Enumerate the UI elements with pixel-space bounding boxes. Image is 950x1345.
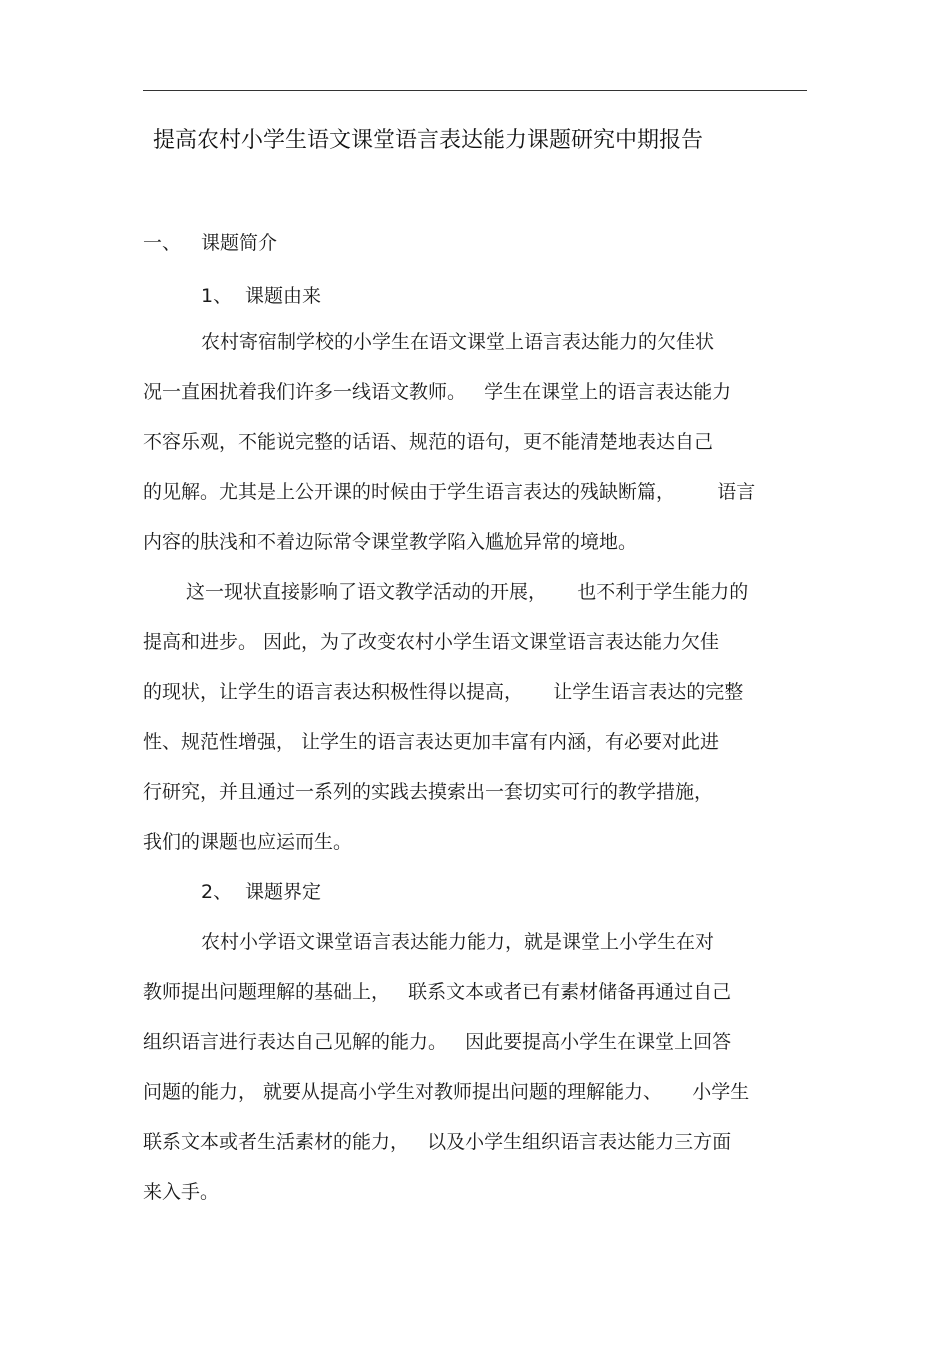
paragraph-line: 来入手。 [143, 1181, 220, 1203]
paragraph-line: 教师提出问题理解的基础上， 联系文本或者已有素材储备再通过自己 [143, 981, 732, 1003]
section-heading: 课题简介 [201, 232, 278, 254]
paragraph-line: 内容的肤浅和不着边际常令课堂教学陷入尴尬异常的境地。 [143, 531, 638, 553]
section-number: 一、 [143, 232, 182, 254]
paragraph-line: 性、规范性增强， 让学生的语言表达更加丰富有内涵，有必要对此进 [143, 731, 720, 753]
paragraph-line: 我们的课题也应运而生。 [143, 831, 353, 853]
paragraph-line: 不容乐观，不能说完整的话语、规范的语句，更不能清楚地表达自己 [143, 431, 714, 453]
paragraph-line: 组织语言进行表达自己见解的能力。 因此要提高小学生在课堂上回答 [143, 1031, 732, 1053]
paragraph-line: 行研究，并且通过一系列的实践去摸索出一套切实可行的教学措施， [143, 781, 714, 803]
header-rule [143, 90, 807, 91]
paragraph-line: 农村寄宿制学校的小学生在语文课堂上语言表达能力的欠佳状 [201, 331, 715, 353]
paragraph-line: 这一现状直接影响了语文教学活动的开展， 也不利于学生能力的 [186, 581, 749, 603]
subsection-heading: 课题由来 [245, 285, 322, 307]
paragraph-line: 的见解。尤其是上公开课的时候由于学生语言表达的残缺断篇， 语言 [143, 481, 756, 503]
paragraph-line: 问题的能力， 就要从提高小学生对教师提出问题的理解能力、 小学生 [143, 1081, 750, 1103]
subsection-heading: 课题界定 [245, 881, 322, 903]
document-title: 提高农村小学生语文课堂语言表达能力课题研究中期报告 [153, 128, 704, 153]
paragraph-line: 农村小学语文课堂语言表达能力能力，就是课堂上小学生在对 [201, 931, 715, 953]
subsection-number: 1、 [201, 285, 233, 307]
subsection-number: 2、 [201, 881, 233, 903]
paragraph-line: 联系文本或者生活素材的能力， 以及小学生组织语言表达能力三方面 [143, 1131, 732, 1153]
paragraph-line: 的现状，让学生的语言表达积极性得以提高， 让学生语言表达的完整 [143, 681, 744, 703]
paragraph-line: 提高和进步。 因此，为了改变农村小学生语文课堂语言表达能力欠佳 [143, 631, 720, 653]
paragraph-line: 况一直困扰着我们许多一线语文教师。 学生在课堂上的语言表达能力 [143, 381, 732, 403]
